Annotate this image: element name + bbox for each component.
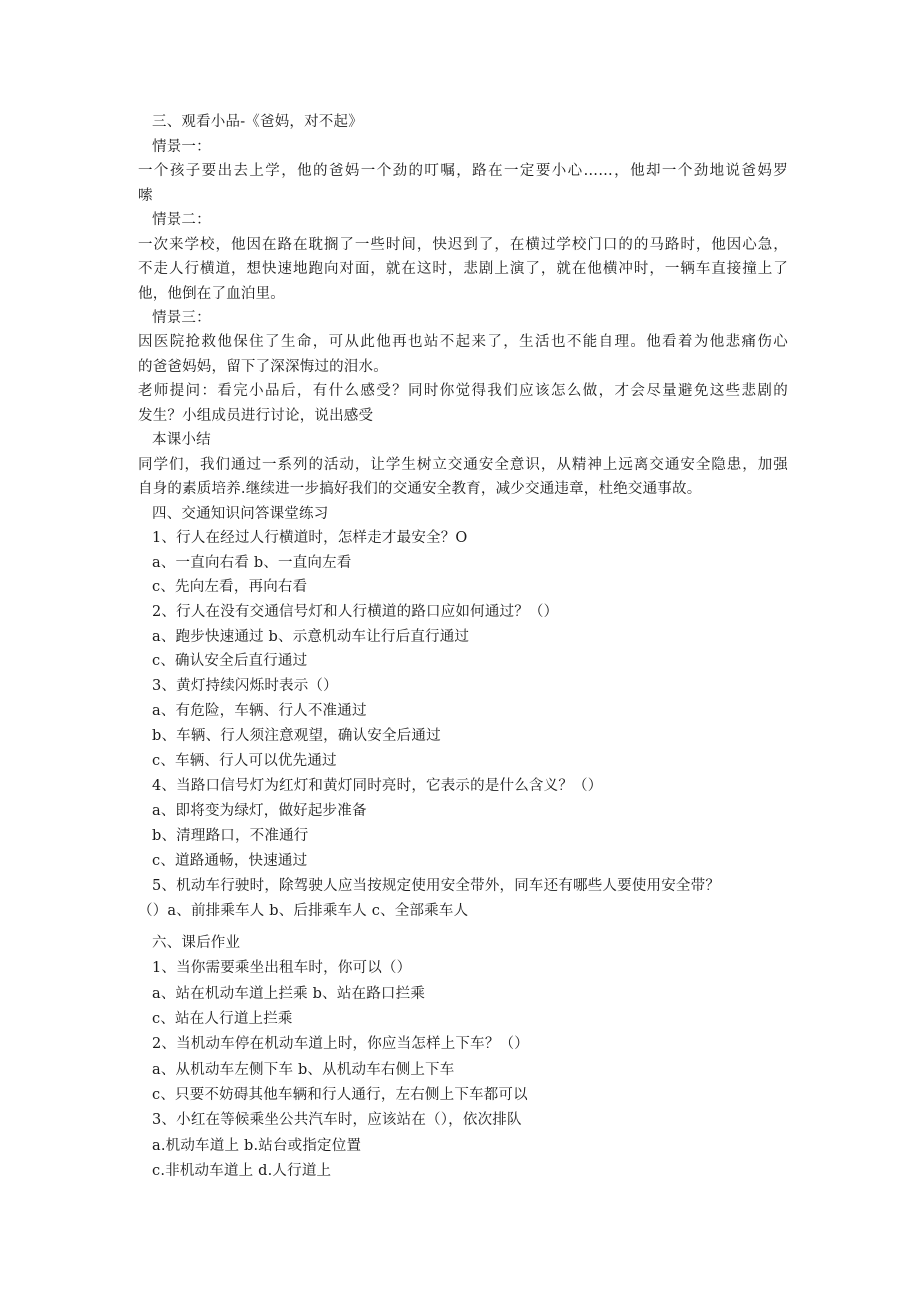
teacher-question-line-1: 老师提问：看完小品后，有什么感受？同时你觉得我们应该怎么做，才会尽量避免这些悲剧的 [138,383,788,399]
lesson-summary-line-2: 自身的素质培养.继续进一步搞好我们的交通安全教育，减少交通违章，杜绝交通事故。 [138,481,702,497]
scene-three-text-line-2: 的爸爸妈妈，留下了深深悔过的泪水。 [138,359,388,375]
quiz-question-4: 4、当路口信号灯为红灯和黄灯同时亮时，它表示的是什么含义？（） [152,778,603,794]
section-heading-quiz: 四、交通知识问答课堂练习 [152,506,329,522]
quiz-q4-option-c: c、道路通畅，快速通过 [152,853,308,869]
scene-three-text-line-1: 因医院抢救他保住了生命，可从此他再也站不起来了，生活也不能自理。他看着为他悲痛伤心 [138,334,788,350]
quiz-question-5: 5、机动车行驶时，除驾驶人应当按规定使用安全带外，同车还有哪些人要使用安全带？ [152,878,721,894]
homework-q3-options-cd: c.非机动车道上 d.人行道上 [152,1163,332,1179]
quiz-q1-options-ab: a、一直向右看 b、一直向左看 [152,555,352,571]
quiz-question-2: 2、行人在没有交通信号灯和人行横道的路口应如何通过？（） [152,604,559,620]
scene-two-text-line-2: 不走人行横道，想快速地跑向对面，就在这时，悲剧上演了，就在他横冲时，一辆车直接撞上了 [138,261,788,277]
quiz-q3-option-b: b、车辆、行人须注意观望，确认安全后通过 [152,728,441,744]
section-heading-homework: 六、课后作业 [152,935,241,951]
quiz-q2-options-ab: a、跑步快速通过 b、示意机动车让行后直行通过 [152,629,470,645]
scene-one-text-line-1: 一个孩子要出去上学，他的爸妈一个劲的叮嘱，路在一定要小心……，他却一个劲地说爸妈罗 [138,163,788,179]
quiz-q2-option-c: c、确认安全后直行通过 [152,653,308,669]
scene-two-text-line-1: 一次来学校，他因在路在耽搁了一些时间，快迟到了，在横过学校门口的的马路时，他因心急， [138,237,788,253]
quiz-question-3: 3、黄灯持续闪烁时表示（） [152,678,338,694]
homework-q2-option-c: c、只要不妨碍其他车辆和行人通行，左右侧上下车都可以 [152,1087,528,1103]
homework-q2-options-ab: a、从机动车左侧下车 b、从机动车右侧上下车 [152,1062,455,1078]
lesson-summary-heading: 本课小结 [152,432,211,448]
quiz-q3-option-a: a、有危险，车辆、行人不准通过 [152,703,367,719]
quiz-q3-option-c: c、车辆、行人可以优先通过 [152,753,337,769]
scene-two-text-line-3: 他，他倒在了血泊里。 [138,286,285,302]
scene-three-label: 情景三： [152,310,211,326]
homework-question-1: 1、当你需要乘坐出租车时，你可以（） [152,960,412,976]
scene-one-text-line-2: 嗦 [138,188,153,204]
homework-q3-options-ab: a.机动车道上 b.站台或指定位置 [152,1138,362,1154]
section-heading-skit: 三、观看小品-《爸妈，对不起》 [152,114,363,130]
scene-two-label: 情景二： [152,212,211,228]
lesson-summary-line-1: 同学们，我们通过一系列的活动，让学生树立交通安全意识，从精神上远离交通安全隐患，加强 [138,457,788,473]
quiz-q1-option-c: c、先向左看，再向右看 [152,579,308,595]
quiz-q4-option-b: b、清理路口，不准通行 [152,828,309,844]
teacher-question-line-2: 发生？小组成员进行讨论，说出感受 [138,408,374,424]
quiz-q5-options: （）a、前排乘车人 b、后排乘车人 c、全部乘车人 [138,903,469,919]
homework-question-3: 3、小红在等候乘坐公共汽车时，应该站在（），依次排队 [152,1112,522,1128]
quiz-question-1: 1、行人在经过人行横道时，怎样走才最安全？O [152,530,468,546]
quiz-q4-option-a: a、即将变为绿灯，做好起步准备 [152,803,367,819]
homework-q1-options-ab: a、站在机动车道上拦乘 b、站在路口拦乘 [152,986,426,1002]
homework-q1-option-c: c、站在人行道上拦乘 [152,1011,293,1027]
homework-question-2: 2、当机动车停在机动车道上时，你应当怎样上下车？（） [152,1036,529,1052]
scene-one-label: 情景一： [152,139,211,155]
